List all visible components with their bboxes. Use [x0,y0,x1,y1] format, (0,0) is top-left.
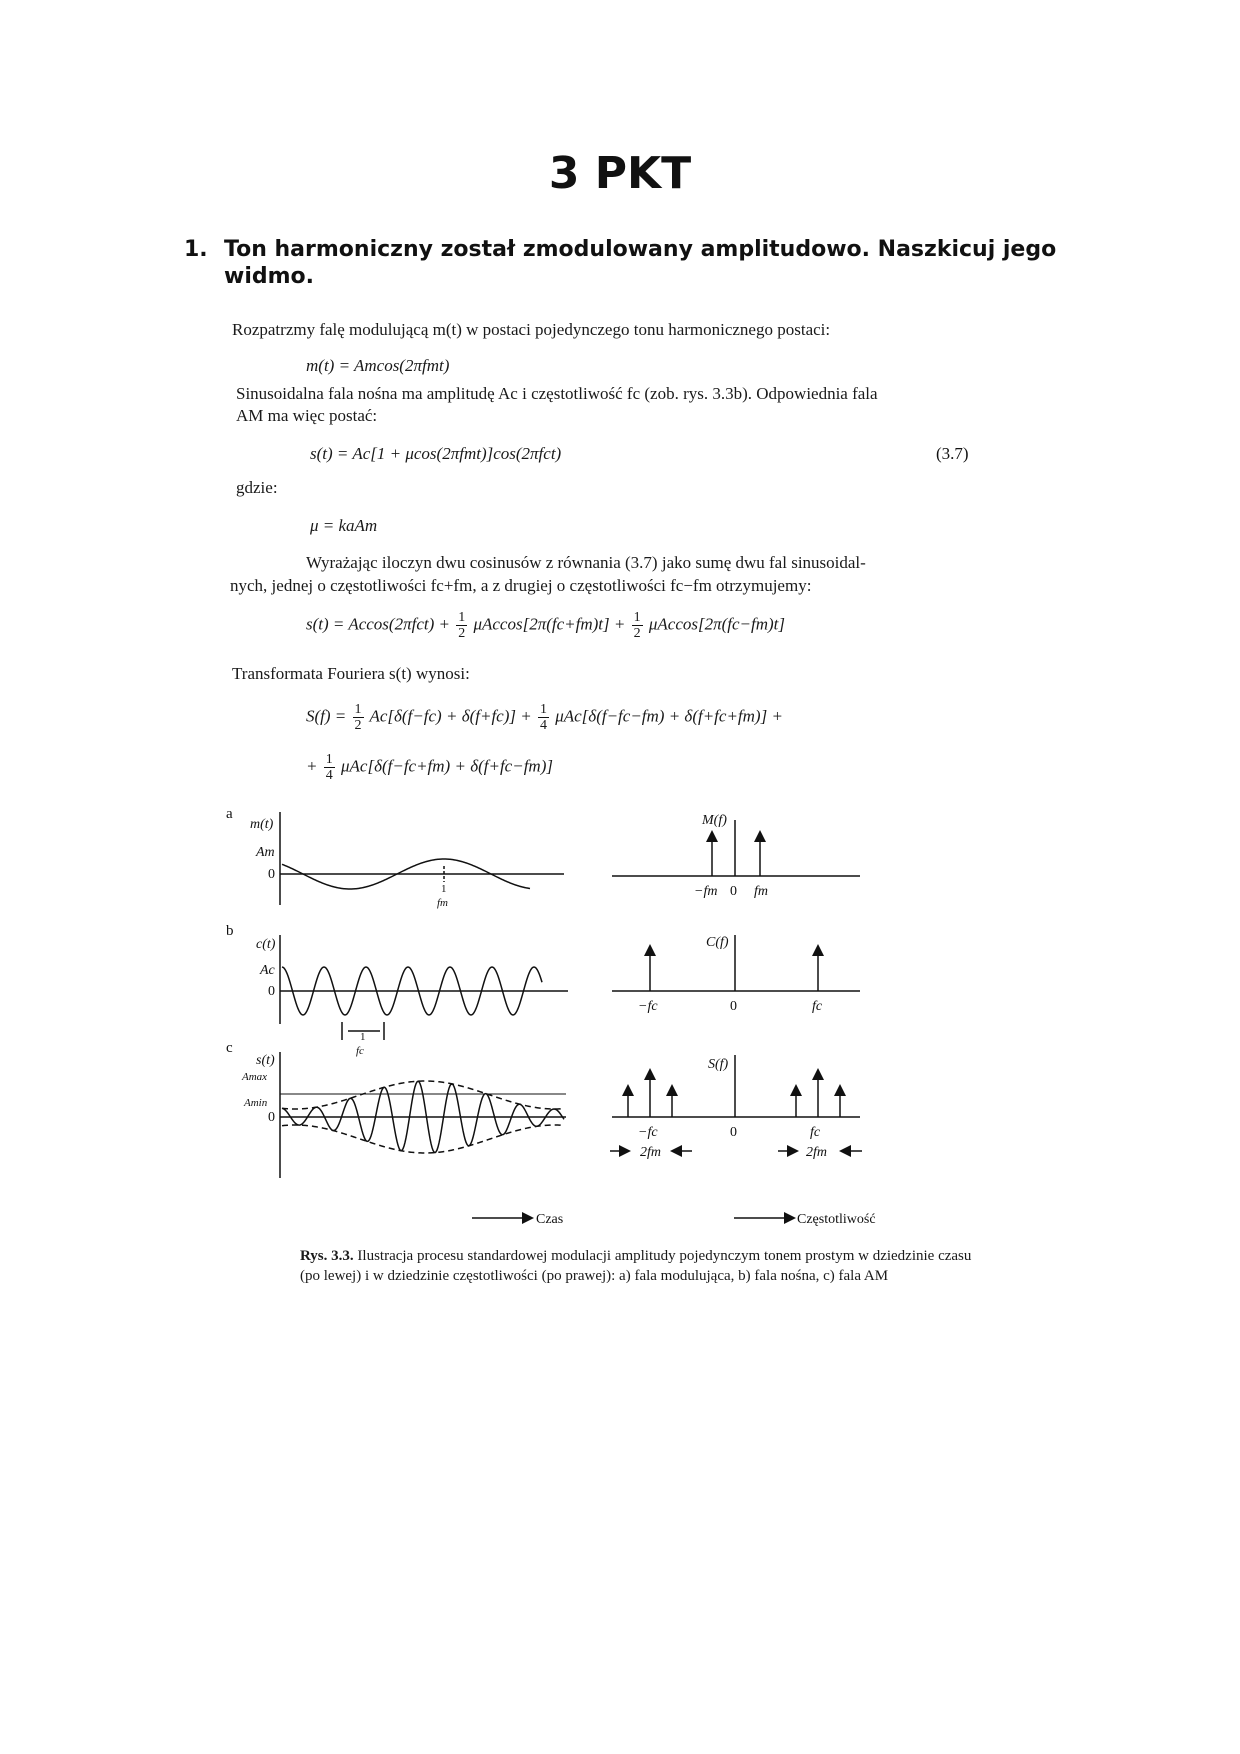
label-2fm-left: 2fm [640,1145,661,1160]
equation-fourier-upper: μAc[δ(f−fc−fm) + δ(f+fc+fm)] + [555,706,783,726]
label-czas: Czas [536,1212,564,1227]
fraction-half: $\frac{1}{2}$ [354,702,362,733]
label-fm-a: fm [437,897,448,909]
equation-sum-part-b: μAccos[2π(fc+fm)t] + [473,614,626,634]
label-fc-b: fc [356,1045,364,1057]
intro-text: Rozpatrzmy falę modulującą m(t) w postaci pojedynczego tonu harmonicznego postaci: [232,320,831,339]
label-pos-fm: fm [754,884,768,899]
label-Amin: Amin [244,1097,268,1109]
label-c: c [226,1040,233,1056]
equation-st: s(t) = Ac[1 + μcos(2πfmt)]cos(2πfct) [310,444,562,463]
page-title: 3 PKT [548,148,692,199]
product-text-1: Wyrażając iloczyn dwu cosinusów z równania (3.7) jako sumę dwu fal sinusoidal- [306,553,866,572]
label-pos-fc: fc [812,999,823,1014]
label-Amax: Amax [242,1071,268,1083]
fraction-half: $\frac{1}{2}$ [458,610,466,641]
caption-label: Rys. 3.3. [300,1248,354,1264]
label-st: s(t) [256,1053,275,1068]
label-zero-c: 0 [268,1110,275,1125]
fraction-quarter: $\frac{1}{4}$ [539,702,547,733]
caption-text: Ilustracja procesu standardowej modulacji amplitudy pojedynczym tonem prostym w dziedzinie czasu (po lewej) i w dziedzinie częstotliwości (po prawej): a) fala modulująca, b) fala nośna, c) fala AM [300,1248,972,1284]
fraction-half: $\frac{1}{2}$ [633,610,641,641]
label-one-b: 1 [360,1031,366,1043]
equation-mt: m(t) = Amcos(2πfmt) [306,356,450,375]
label-neg-fc: −fc [638,999,658,1014]
label-Cf: C(f) [706,935,729,950]
label-zero-a: 0 [268,867,275,882]
label-zero-b: 0 [268,984,275,999]
label-mt: m(t) [250,817,274,832]
equation-mu: μ = kaAm [310,516,378,535]
equation-number: (3.7) [936,444,969,463]
equation-fourier-lhs: S(f) = [306,706,347,726]
label-fc-s: fc [810,1125,821,1140]
label-a: a [226,806,233,822]
carrier-text-1: Sinusoidalna fala nośna ma amplitudę Ac i częstotliwość fc (zob. rys. 3.3b). Odpowiednia fala [236,384,878,403]
label-czestotliwosc: Częstotliwość [797,1212,876,1227]
question-text: Ton harmoniczny został zmodulowany amplitudowo. Naszkicuj jego widmo. [224,237,1057,289]
label-ct: c(t) [256,937,276,952]
label-Am: Am [256,845,275,860]
product-text-2: nych, jednej o częstotliwości fc+fm, a z drugiej o częstotliwości fc−fm otrzymujemy: [230,576,812,595]
equation-fourier-lower: μAc[δ(f−fc+fm) + δ(f+fc−fm)] [340,756,553,776]
equation-sum-part-a: s(t) = Accos(2πfct) + [306,614,450,634]
label-zero-Cf: 0 [730,999,737,1014]
figure-caption [300,1246,980,1286]
label-neg-fc-s: −fc [638,1125,658,1140]
label-zero-Mf: 0 [730,884,737,899]
equation-fourier-plus: + [306,756,318,776]
carrier-text-2: AM ma więc postać: [236,406,378,425]
label-neg-fm: −fm [694,884,718,899]
label-Sf: S(f) [708,1057,729,1072]
where-text: gdzie: [236,478,278,497]
equation-fourier-carrier: Ac[δ(f−fc) + δ(f+fc)] + [369,706,532,726]
label-b: b [226,923,234,939]
question-number: 1. [184,237,208,262]
envelope-lower [282,1125,564,1153]
label-2fm-right: 2fm [806,1145,827,1160]
label-Mf: M(f) [702,813,727,828]
fourier-intro: Transformata Fouriera s(t) wynosi: [232,664,470,683]
label-Ac: Ac [260,963,275,978]
label-one-a: 1 [441,883,447,895]
label-zero-Sf: 0 [730,1125,737,1140]
fraction-quarter: $\frac{1}{4}$ [325,752,333,783]
equation-sum-part-c: μAccos[2π(fc−fm)t] [648,614,786,634]
